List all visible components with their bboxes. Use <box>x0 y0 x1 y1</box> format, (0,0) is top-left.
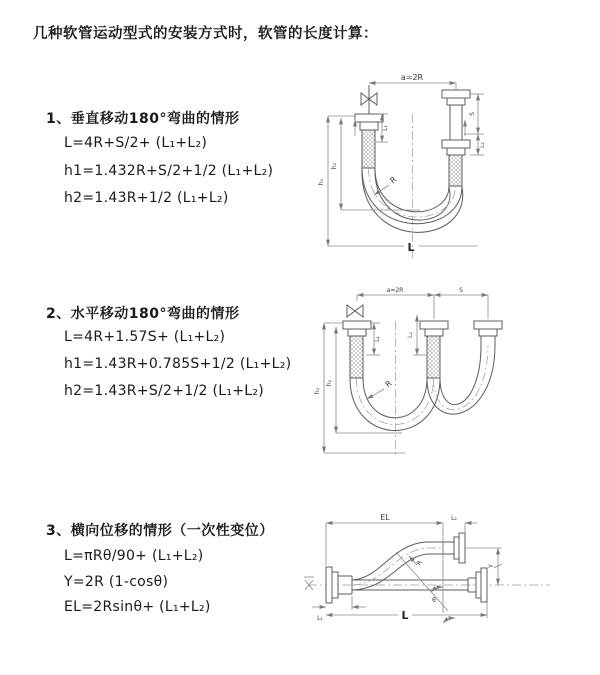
diagram-horizontal-180-bend <box>310 283 588 463</box>
section-2-heading: 2、水平移动180°弯曲的情形 <box>46 306 240 322</box>
formula-line: h2=1.43R+1/2 (L₁+L₂) <box>64 190 229 206</box>
svg-text:h₂: h₂ <box>331 162 338 170</box>
dimension-a2r <box>357 287 434 319</box>
radius-label <box>367 378 394 399</box>
valve-icon <box>361 85 377 114</box>
section-1-heading: 1、垂直移动180°弯曲的情形 <box>46 111 240 127</box>
dimension-l2 <box>470 134 486 155</box>
svg-text:R: R <box>415 559 424 567</box>
diagram-lateral-displacement <box>300 508 592 643</box>
formula-line: h2=1.43R+S/2+1/2 (L₁+L₂) <box>64 383 265 399</box>
right-hose-end <box>474 321 502 345</box>
formula-line: h1=1.432R+S/2+1/2 (L₁+L₂) <box>64 163 274 179</box>
dimension-s <box>464 94 484 134</box>
svg-text:h₂: h₂ <box>326 379 333 387</box>
dimension-a2r <box>369 73 456 89</box>
formula-line: EL=2Rsinθ+ (L₁+L₂) <box>64 599 211 615</box>
svg-text:L: L <box>401 609 409 622</box>
svg-text:a=2R: a=2R <box>386 287 404 294</box>
svg-text:S: S <box>459 287 463 294</box>
centerline-mark <box>304 577 314 590</box>
dimension-l <box>328 241 478 254</box>
formula-line: h1=1.43R+0.785S+1/2 (L₁+L₂) <box>64 356 292 372</box>
svg-text:h₁: h₁ <box>314 387 321 395</box>
diagram-vertical-180-bend <box>312 70 584 262</box>
svg-text:Y: Y <box>488 564 495 568</box>
svg-text:L₁: L₁ <box>374 336 381 342</box>
radius-label <box>409 556 424 567</box>
svg-text:S: S <box>469 112 476 116</box>
svg-text:θ: θ <box>432 597 436 604</box>
svg-text:L₂: L₂ <box>407 332 414 338</box>
formula-line: L=πRθ/90+ (L₁+L₂) <box>64 548 204 564</box>
page-title: 几种软管运动型式的安装方式时，软管的长度计算： <box>33 26 378 42</box>
left-hose-end <box>355 114 383 168</box>
svg-text:EL: EL <box>380 513 390 522</box>
valve-icon <box>347 305 363 317</box>
svg-text:a=2R: a=2R <box>400 73 424 82</box>
left-hose-end <box>343 321 371 378</box>
svg-text:R: R <box>388 174 399 186</box>
svg-text:L₁: L₁ <box>382 125 389 131</box>
right-hose-end <box>442 90 470 186</box>
svg-text:L₂: L₂ <box>451 515 457 522</box>
svg-text:L₁: L₁ <box>317 615 323 622</box>
svg-text:L: L <box>407 241 415 254</box>
svg-text:h₁: h₁ <box>318 178 325 186</box>
svg-text:L₂: L₂ <box>479 142 486 148</box>
dimension-l <box>326 602 487 622</box>
middle-hose-end <box>420 321 448 378</box>
dimension-h1 <box>318 116 355 246</box>
dimension-l1 <box>312 596 366 622</box>
section-3-heading: 3、横向位移的情形（一次性变位） <box>46 523 274 539</box>
svg-text:R: R <box>383 378 394 390</box>
formula-line: L=4R+1.57S+ (L₁+L₂) <box>64 329 226 345</box>
dimension-s <box>434 287 488 319</box>
formula-line: L=4R+S/2+ (L₁+L₂) <box>64 135 208 151</box>
formula-line: Y=2R (1-cosθ) <box>64 574 169 590</box>
dimension-l2 <box>451 515 477 533</box>
hose-curves <box>350 345 495 431</box>
displaced-hose <box>352 533 465 590</box>
